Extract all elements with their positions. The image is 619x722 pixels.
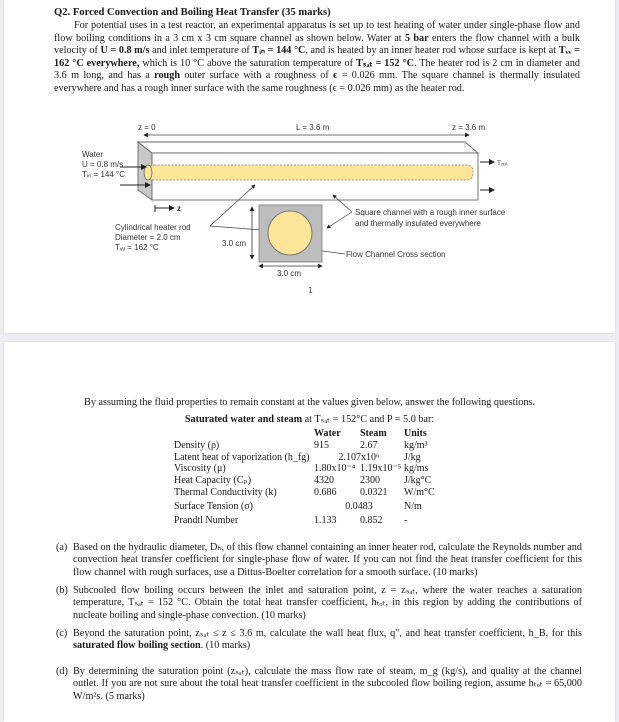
table-cell-label: Density (ρ) xyxy=(174,439,220,451)
question-label: (a) xyxy=(56,542,68,553)
intro-segment: Tᵥᵥ = 162 °C everywhere, xyxy=(54,45,580,69)
table-cell-steam: 2.67 xyxy=(360,439,378,451)
table-cell-steam: 1.19x10⁻⁵ xyxy=(360,463,402,475)
intro-segment: and inlet temperature of xyxy=(149,45,253,56)
question-b xyxy=(56,585,582,622)
table-cell-units: kg/ms xyxy=(404,463,429,475)
table-cell-steam: 0.852 xyxy=(360,514,383,526)
intro-segment: which is 10 °C above the saturation temperature of xyxy=(139,57,356,69)
question-text-segment: . (10 marks) xyxy=(200,640,251,652)
intro-segment: 5 bar xyxy=(404,32,429,44)
table-header: Units xyxy=(404,428,427,439)
table-cell-label: Prandtl Number xyxy=(174,514,239,526)
table-cell-shared: 0.0483 xyxy=(345,500,373,512)
channel-label-line1: Square channel with a rough inner surface xyxy=(355,208,506,217)
question-text-segment: saturated flow boiling section xyxy=(73,640,201,652)
table-cell-shared: 2.107x10⁶ xyxy=(338,451,380,463)
z0-label: z = 0 xyxy=(138,123,156,132)
document-page-2 xyxy=(4,342,615,722)
table-cell-water: 1.133 xyxy=(314,514,337,526)
table-cell-label: Heat Capacity (Cₚ) xyxy=(174,475,252,487)
outlet-temp-label: Tₒᵤₜ xyxy=(497,160,508,167)
table-cell-steam: 2300 xyxy=(360,475,380,487)
channel-label-line2: and thermally insulated everywhere xyxy=(355,219,481,228)
question-text: By determining the saturation point (zₛₐₜ), calculate the mass flow rate of steam, m_g (kg/s), and quality at the channel outlet. If you are not sure about the total heat transfer coefficient in the subcooled flow boiling region, assume hₜₒₜ = 65,000 W/m²s. (5 marks) xyxy=(73,666,582,702)
table-row xyxy=(174,475,435,487)
table-row xyxy=(174,452,435,464)
intro-segment: U = 0.8 m/s xyxy=(100,45,150,56)
table-cell-units: J/kg xyxy=(404,451,421,463)
question-c xyxy=(56,628,582,653)
zend-label: z = 3.6 m xyxy=(452,123,486,132)
table-cell-water: 4320 xyxy=(314,475,334,487)
table-cell-label: Surface Tension (σ) xyxy=(174,500,253,512)
table-header-row xyxy=(174,428,435,440)
question-title: Q2. Forced Convection and Boiling Heat Transfer (35 marks) xyxy=(54,7,331,18)
table-cell-units: W/m°C xyxy=(404,486,435,498)
question-text: Based on the hydraulic diameter, Dₕ, of this flow channel containing an inner heater rod, calculate the Reynolds number and convection heat transfer coefficient for single-phase flow of water. If you can not find the heat transfer coefficient for this flow channel with rough surfaces, use a Dittus-Boelter correlation for a smooth surface. (10 marks) xyxy=(73,542,582,578)
rod-diameter-label: Diameter = 2.0 cm xyxy=(115,233,181,242)
table-cell-units: N/m xyxy=(404,500,422,512)
heater-rod xyxy=(148,165,473,180)
table-row xyxy=(174,499,435,513)
table-row xyxy=(174,513,435,527)
table-cell-label: Latent heat of vaporization (h_fg) xyxy=(174,451,310,463)
table-cell-water: 915 xyxy=(314,439,329,451)
table-cell-label: Thermal Conductivity (k) xyxy=(174,486,277,498)
table-cell-water: 1.80x10⁻⁴ xyxy=(314,463,356,475)
intro-segment: Tₛₐₜ = 152 °C xyxy=(355,57,414,69)
table-cell-label: Viscosity (μ) xyxy=(174,463,226,475)
table-header xyxy=(174,428,314,440)
table-row xyxy=(174,487,435,499)
page-number: 1 xyxy=(308,286,313,295)
intro-segment: outer surface with a roughness of xyxy=(179,70,334,81)
cross-section-label: Flow Channel Cross section xyxy=(346,250,446,259)
intro-segment: . The heater rod is 2 cm in diameter and 3.6 m long, and has a xyxy=(54,57,580,81)
table-row xyxy=(174,463,435,475)
table-header: Steam xyxy=(360,428,387,439)
z-axis-label: z xyxy=(177,204,181,213)
width-dimension-label: 3.0 cm xyxy=(277,269,302,278)
intro-segment: Tᵢₙ = 144 °C xyxy=(252,45,306,56)
channel-leader-2 xyxy=(327,212,352,228)
document-page-1 xyxy=(4,0,615,333)
inlet-temp-label: Tᵢₙ = 144 °C xyxy=(82,170,125,179)
question-label: (b) xyxy=(56,585,68,596)
height-dimension-label: 3.0 cm xyxy=(222,239,247,248)
table-header: Water xyxy=(314,428,341,439)
intro-segment: For potential uses in a test reactor, an experimental apparatus is set up to test heating of water under single-phase flow and flow boiling conditions in a 3 cm x 3 cm square channel as shown below. Water at xyxy=(54,20,580,44)
question-text-segment: Beyond the saturation point, zₛₐₜ ≤ z ≤ 3.6 m, calculate the wall heat flux, q", and heat transfer coefficient, h_B, for this xyxy=(73,628,582,639)
table-title-bold: Saturated water and steam xyxy=(184,414,303,425)
water-label: Water xyxy=(82,150,104,159)
intro-segment: = 0.026 mm. The square channel is thermally insulated everywhere and has a rough inner surface with the same roughness (ϵ = 0.026 mm) as the heater rod. xyxy=(54,70,580,94)
question-label: (d) xyxy=(56,666,68,677)
rod-wall-temp-label: Tᵥᵥ = 162 °C xyxy=(115,243,159,252)
intro-segment: ϵ xyxy=(333,70,338,81)
apparatus-diagram xyxy=(0,0,619,300)
table-cell-water: 0.686 xyxy=(314,486,337,498)
table-cell-steam: 0.0321 xyxy=(360,486,388,498)
velocity-label: U = 0.8 m/s xyxy=(82,160,124,169)
table-cell-units: - xyxy=(404,514,408,526)
lead-sentence: By assuming the fluid properties to remain constant at the values given below, answer the following questions. xyxy=(84,397,535,408)
table-title-conditions: at Tₛₐₜ = 152°C and P = 5.0 bar: xyxy=(302,414,435,425)
question-label: (c) xyxy=(56,628,68,639)
table-cell-units: kg/m³ xyxy=(404,439,428,451)
question-d xyxy=(56,666,582,703)
length-label: L = 3.6 m xyxy=(296,123,330,132)
cross-section-rod xyxy=(268,211,312,255)
table-cell-units: J/kg°C xyxy=(404,475,432,487)
intro-segment: rough xyxy=(154,70,180,81)
question-a xyxy=(56,542,582,579)
question-text xyxy=(73,628,582,653)
intro-segment: , and is heated by an inner heater rod whose surface is kept at xyxy=(305,45,559,56)
intro-segment: enters the flow channel with a bulk velocity of xyxy=(54,32,580,56)
rod-label: Cylindrical heater rod xyxy=(115,223,191,232)
table-title xyxy=(4,414,615,427)
properties-table xyxy=(174,428,435,527)
table-row xyxy=(174,440,435,452)
question-text: Subcooled flow boiling occurs between the inlet and saturation point, z = zₛₐₜ, where the water reaches a saturation temperature, Tₛₐₜ = 152 °C. Obtain the total heat transfer coefficient, hₜₒₜ, in this region by adding the contributions of nucleate boiling and single-phase convection. (10 marks) xyxy=(73,585,582,621)
